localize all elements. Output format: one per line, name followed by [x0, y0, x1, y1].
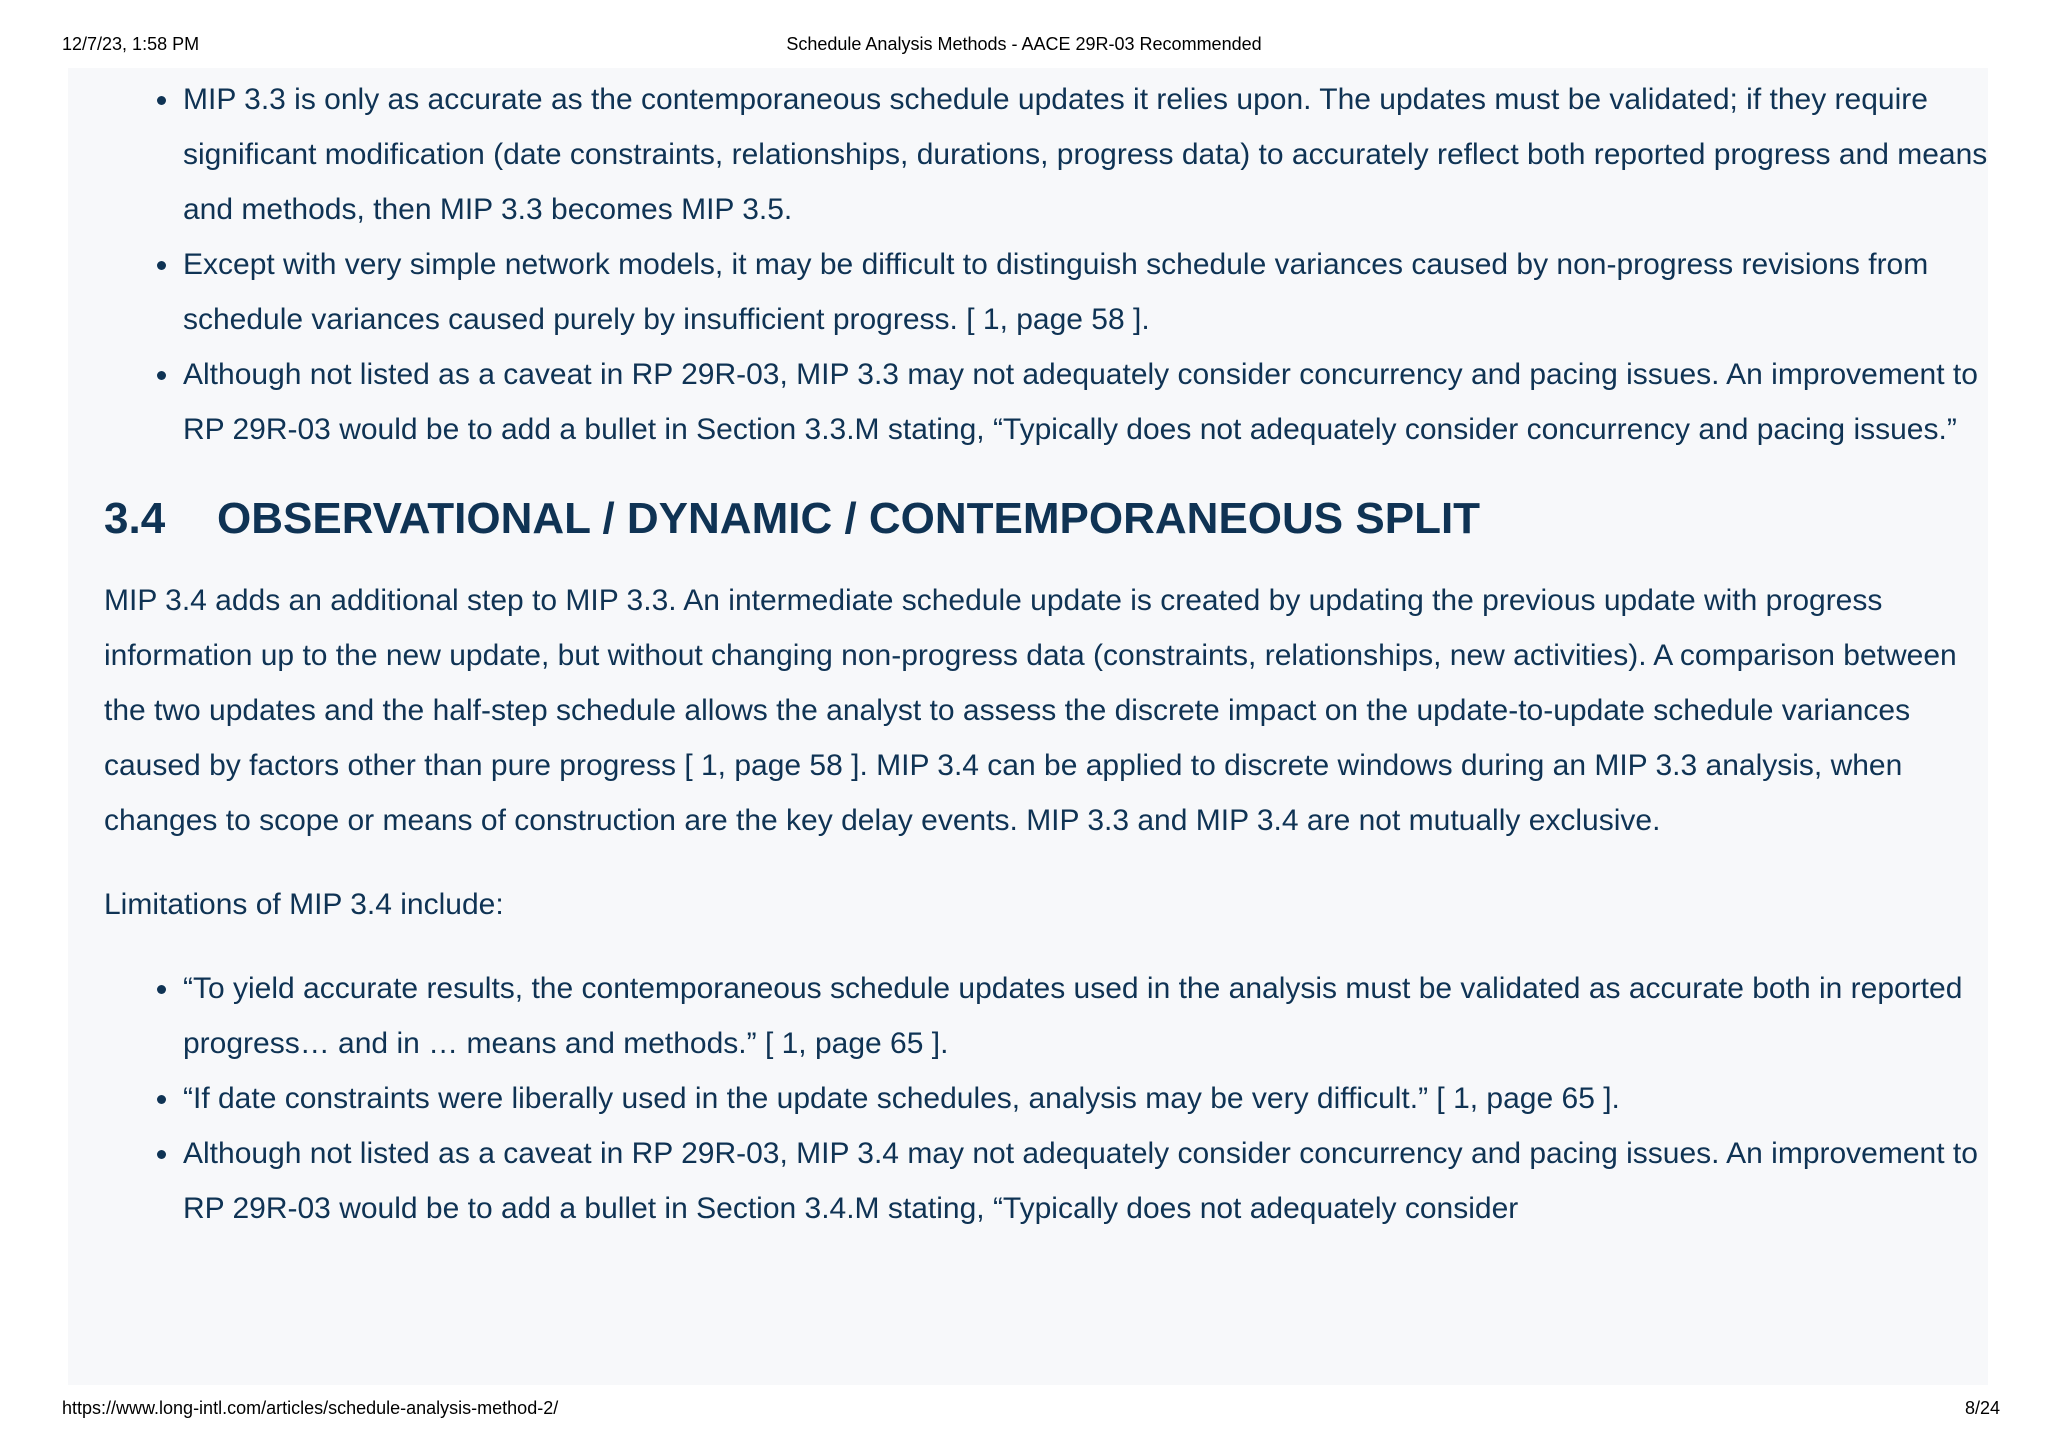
list-item: • Although not listed as a caveat in RP 29R-03, MIP 3.4 may not adequately consider concurrency and pacing issues. An improvement to RP 29R-03 would be to add a bullet in Section 3.4.M stating, “Typically does not adequately consider — [181, 1126, 1988, 1236]
mip-3-3-caveats-list — [68, 72, 1988, 457]
print-page-title: Schedule Analysis Methods - AACE 29R-03 Recommended — [786, 34, 1262, 54]
print-footer — [0, 1398, 2048, 1422]
print-url: https://www.long-intl.com/articles/schedule-analysis-method-2/ — [62, 1398, 559, 1418]
section-number: 3.4 — [104, 494, 166, 543]
section-heading — [104, 489, 1988, 549]
print-datetime: 12/7/23, 1:58 PM — [62, 34, 200, 54]
section-paragraph: MIP 3.4 adds an additional step to MIP 3.3. An intermediate schedule update is created by updating the previous update with progress information up to the new update, but without changing non-progress data (constraints, relationships, new activities). A comparison between the two updates and the half-step schedule allows the analyst to assess the discrete impact on the update-to-update schedule variances caused by factors other than pure progress [ 1, page 58 ]. MIP 3.4 can be applied to discrete windows during an MIP 3.3 analysis, when changes to scope or means of construction are the key delay events. MIP 3.3 and MIP 3.4 are not mutually exclusive. — [104, 584, 1957, 837]
article-content — [68, 68, 1988, 1385]
print-page-number: 8/24 — [1964, 1398, 2000, 1418]
mip-3-4-limitations-list — [68, 961, 1988, 1236]
list-item: • Although not listed as a caveat in RP 29R-03, MIP 3.3 may not adequately consider concurrency and pacing issues. An improvement to RP 29R-03 would be to add a bullet in Section 3.3.M stating, “Typically does not adequately consider concurrency and pacing issues.” — [181, 347, 1988, 457]
print-header — [0, 34, 2048, 58]
list-item: • MIP 3.3 is only as accurate as the contemporaneous schedule updates it relies upon. The updates must be validated; if they require significant modification (date constraints, relationships, durations, progress data) to accurately reflect both reported progress and means and methods, then MIP 3.3 becomes MIP 3.5. — [181, 72, 1988, 237]
section-title: OBSERVATIONAL / DYNAMIC / CONTEMPORANEOUS SPLIT — [217, 494, 1481, 543]
list-item: • “If date constraints were liberally used in the update schedules, analysis may be very difficult.” [ 1, page 65 ]. — [181, 1071, 1988, 1126]
list-item: • Except with very simple network models, it may be difficult to distinguish schedule variances caused by non-progress revisions from schedule variances caused purely by insufficient progress. [ 1, page 58 ]. — [181, 237, 1988, 347]
list-item: • “To yield accurate results, the contemporaneous schedule updates used in the analysis must be validated as accurate both in reported progress… and in … means and methods.” [ 1, page 65 ]. — [181, 961, 1988, 1071]
limitations-intro: Limitations of MIP 3.4 include: — [104, 888, 504, 921]
